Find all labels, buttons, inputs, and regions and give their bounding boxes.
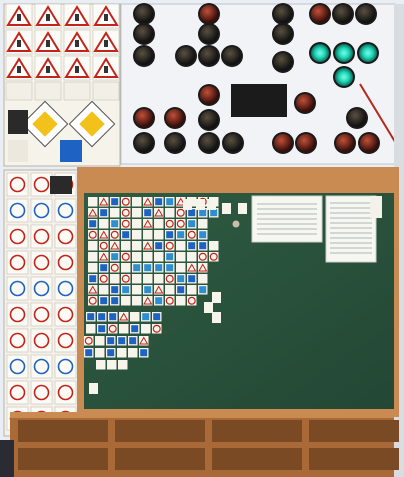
sign-tile	[93, 82, 119, 100]
road-sign-magnet	[207, 199, 216, 210]
road-sign-magnet	[117, 348, 127, 358]
cubby-slot	[309, 448, 399, 470]
red-lamp	[296, 94, 314, 112]
blue-info-sign	[60, 140, 82, 162]
dark-lamp	[200, 25, 218, 43]
road-sign-magnet	[121, 296, 131, 306]
road-sign-magnet	[212, 292, 221, 303]
dark-lamp	[200, 47, 218, 65]
dark-lamp	[166, 134, 184, 152]
road-sign-magnet	[99, 285, 109, 295]
dark-lamp	[224, 134, 242, 152]
road-sign-magnet	[132, 230, 142, 240]
road-sign-magnet	[143, 252, 153, 262]
road-sign-magnet	[154, 219, 164, 229]
cubby-slot	[115, 448, 205, 470]
road-sign-magnet	[130, 312, 140, 322]
road-sign-magnet	[165, 208, 175, 218]
road-sign-magnet	[88, 263, 98, 273]
sign-tile	[64, 82, 90, 100]
green-lamp	[311, 44, 329, 62]
road-sign-magnet	[110, 274, 120, 284]
road-sign-magnet	[212, 312, 221, 323]
cubby-slot	[212, 448, 302, 470]
cubby-slot	[18, 420, 108, 442]
road-sign-magnet	[132, 274, 142, 284]
red-lamp	[311, 5, 329, 23]
road-sign-magnet	[132, 296, 142, 306]
cubby-shelf	[10, 412, 399, 477]
traffic-light-panel	[121, 3, 400, 164]
road-sign-magnet	[88, 197, 98, 207]
road-sign-magnet	[154, 252, 164, 262]
paper-schedule-2	[326, 196, 376, 262]
road-sign-magnet	[96, 360, 106, 370]
red-lamp	[336, 134, 354, 152]
road-sign-magnet	[198, 219, 208, 229]
sign-tile	[8, 140, 28, 162]
road-sign-magnet	[141, 324, 151, 334]
dark-lamp	[135, 134, 153, 152]
dark-sign-tile	[8, 110, 28, 134]
dark-lamp	[200, 134, 218, 152]
road-sign-magnet	[86, 324, 96, 334]
cubby-slot	[115, 420, 205, 442]
road-sign-magnet	[95, 336, 105, 346]
road-sign-magnet	[176, 252, 186, 262]
red-lamp	[166, 109, 184, 127]
road-sign-magnet	[165, 285, 175, 295]
dark-lamp	[200, 111, 218, 129]
dark-lamp	[135, 47, 153, 65]
road-sign-magnet	[238, 203, 247, 214]
road-sign-magnet	[143, 274, 153, 284]
green-lamp	[359, 44, 377, 62]
dark-lamp	[357, 5, 375, 23]
road-sign-magnet	[88, 252, 98, 262]
road-sign-magnet	[132, 197, 142, 207]
road-sign-magnet	[187, 285, 197, 295]
cubby-slot	[309, 420, 399, 442]
dark-lamp	[223, 47, 241, 65]
dark-lamp	[274, 25, 292, 43]
road-sign-magnet	[132, 241, 142, 251]
dark-lamp	[274, 5, 292, 23]
road-sign-magnet	[132, 219, 142, 229]
road-sign-magnet	[121, 263, 131, 273]
road-sign-magnet	[132, 208, 142, 218]
dark-lamp	[334, 5, 352, 23]
road-sign-magnet	[132, 252, 142, 262]
road-sign-magnet	[209, 241, 219, 251]
sign-tile	[35, 82, 61, 100]
floor-shadow	[0, 440, 14, 477]
road-sign-magnet	[99, 219, 109, 229]
magnet-button	[233, 221, 240, 228]
road-sign-magnet	[119, 324, 129, 334]
road-sign-magnet	[198, 274, 208, 284]
road-sign-magnet	[154, 274, 164, 284]
chalkboard	[77, 167, 399, 417]
dark-lamp	[177, 47, 195, 65]
road-sign-magnet	[143, 230, 153, 240]
road-sign-magnet	[118, 360, 128, 370]
red-lamp	[297, 134, 315, 152]
dark-lamp	[274, 53, 292, 71]
dark-lamp	[135, 5, 153, 23]
road-sign-magnet	[187, 252, 197, 262]
road-sign-magnet	[128, 348, 138, 358]
cubby-slot	[18, 448, 108, 470]
dark-lamp	[135, 25, 153, 43]
red-lamp	[200, 86, 218, 104]
red-lamp	[135, 109, 153, 127]
red-lamp	[360, 134, 378, 152]
red-lamp	[274, 134, 292, 152]
red-lamp	[200, 5, 218, 23]
road-sign-magnet	[154, 230, 164, 240]
road-sign-magnet	[176, 263, 186, 273]
road-sign-magnet	[204, 302, 213, 313]
road-sign-magnet	[89, 383, 98, 394]
road-sign-magnet	[107, 360, 117, 370]
road-sign-magnet	[88, 241, 98, 251]
road-sign-panel-left	[4, 170, 78, 436]
road-sign-magnet	[183, 199, 192, 210]
road-sign-magnet	[222, 203, 231, 214]
road-sign-magnet	[121, 241, 131, 251]
road-sign-magnet	[132, 285, 142, 295]
dark-sign-tile	[50, 176, 72, 194]
road-sign-magnet	[176, 241, 186, 251]
dark-lamp	[348, 109, 366, 127]
green-lamp	[335, 68, 353, 86]
road-sign-magnet	[95, 348, 105, 358]
road-sign-magnet	[176, 296, 186, 306]
signal-controller-box	[231, 84, 287, 117]
green-lamp	[335, 44, 353, 62]
small-card	[370, 196, 382, 218]
road-sign-panel-top-left	[4, 4, 120, 166]
road-sign-magnet	[196, 199, 205, 210]
sign-tile	[6, 82, 32, 100]
road-sign-magnet	[110, 208, 120, 218]
cubby-slot	[212, 420, 302, 442]
